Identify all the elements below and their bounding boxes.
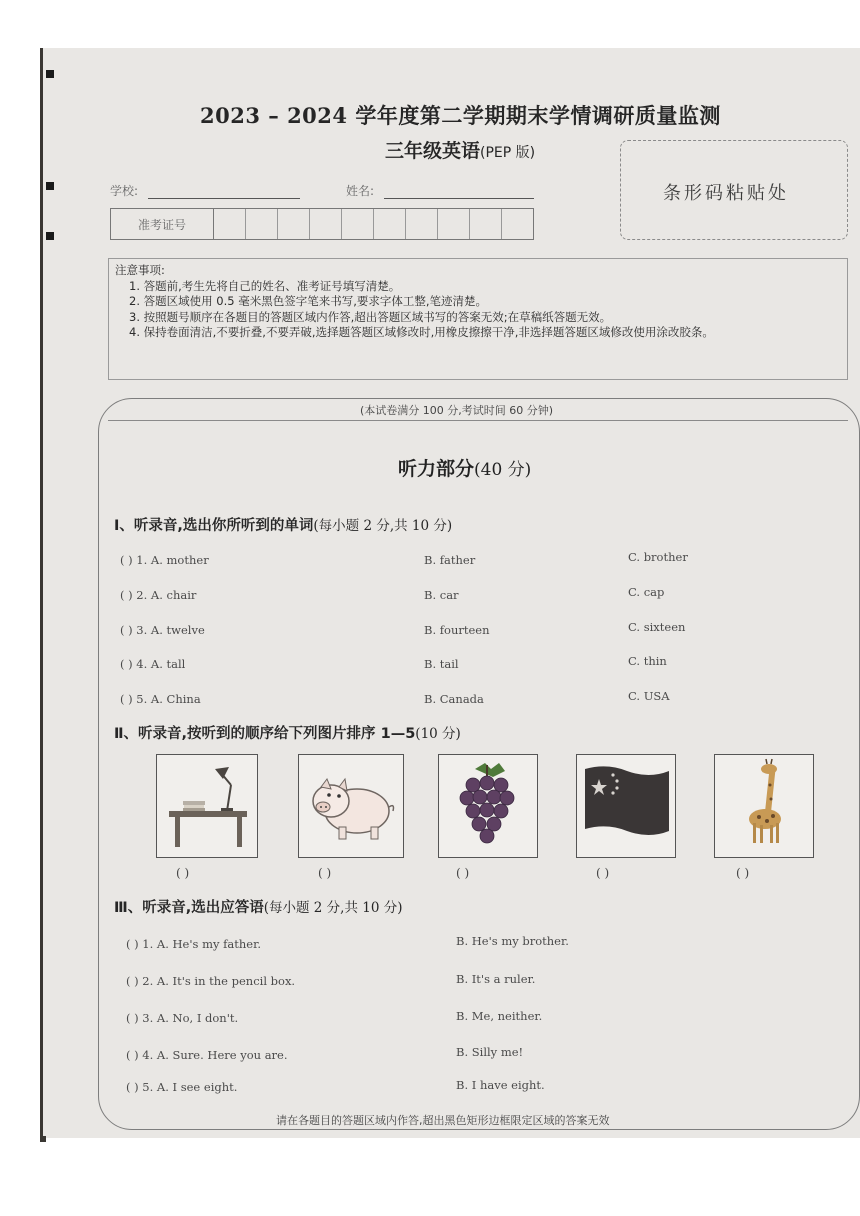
name-field[interactable] bbox=[384, 198, 534, 199]
exam-id-cell[interactable] bbox=[374, 209, 406, 239]
p1-q2-b[interactable]: B. car bbox=[424, 588, 459, 602]
p2-answer-5[interactable]: ( ) bbox=[736, 866, 750, 880]
part2-heading-text: Ⅱ、听录音,按听到的顺序给下列图片排序 1—5 bbox=[114, 726, 416, 742]
p1-q5-c[interactable]: C. USA bbox=[628, 689, 670, 703]
p2-answer-2[interactable]: ( ) bbox=[318, 866, 332, 880]
note-item: 1. 答题前,考生先将自己的姓名、准考证号填写清楚。 bbox=[129, 278, 401, 293]
barcode-label: 条形码粘贴处 bbox=[663, 183, 789, 204]
giraffe-picture bbox=[714, 754, 814, 858]
p1-q4-c[interactable]: C. thin bbox=[628, 654, 667, 668]
school-field[interactable] bbox=[148, 198, 300, 199]
exam-subtitle bbox=[385, 136, 535, 163]
p1-q5-a[interactable]: ( ) 5. A. China bbox=[120, 692, 201, 706]
note-item: 2. 答题区域使用 0.5 毫米黑色签字笔来书写,要求字体工整,笔迹清楚。 bbox=[129, 294, 488, 308]
p3-q4-a[interactable]: ( ) 4. A. Sure. Here you are. bbox=[126, 1048, 288, 1062]
exam-id-cell[interactable] bbox=[246, 209, 278, 239]
grapes-icon bbox=[439, 755, 537, 857]
part3-points: (每小题 2 分,共 10 分) bbox=[263, 900, 403, 916]
pig-picture bbox=[298, 754, 404, 858]
exam-id-cell[interactable] bbox=[438, 209, 470, 239]
name-label: 姓名: bbox=[346, 184, 375, 198]
p1-q3-c[interactable]: C. sixteen bbox=[628, 620, 686, 634]
p3-q5-a[interactable]: ( ) 5. A. I see eight. bbox=[126, 1080, 238, 1094]
p1-q2-c[interactable]: C. cap bbox=[628, 585, 665, 599]
listening-points: (40 分) bbox=[474, 460, 532, 480]
p2-answer-3[interactable]: ( ) bbox=[456, 866, 470, 880]
p3-q3-b[interactable]: B. Me, neither. bbox=[456, 1009, 543, 1023]
exam-id-cell[interactable] bbox=[214, 209, 246, 239]
p1-q5-b[interactable]: B. Canada bbox=[424, 692, 484, 706]
footer-note: 请在各题目的答题区域内作答,超出黑色矩形边框限定区域的答案无效 bbox=[276, 1114, 610, 1127]
p2-answer-1[interactable]: ( ) bbox=[176, 866, 190, 880]
notes-heading: 注意事项: bbox=[115, 263, 165, 277]
p3-q4-b[interactable]: B. Silly me! bbox=[456, 1045, 524, 1059]
note-item: 4. 保持卷面清洁,不要折叠,不要弄破,选择题答题区域修改时,用橡皮擦擦干净,非选择题答题区域修改使用涂改胶条。 bbox=[129, 325, 714, 339]
subtitle-edition: (PEP 版) bbox=[480, 145, 536, 161]
exam-id-cell[interactable] bbox=[278, 209, 310, 239]
p1-q3-a[interactable]: ( ) 3. A. twelve bbox=[120, 623, 205, 637]
notes-box bbox=[108, 258, 848, 380]
p1-q3-b[interactable]: B. fourteen bbox=[424, 623, 490, 637]
desk-lamp-picture bbox=[156, 754, 258, 858]
p2-answer-4[interactable]: ( ) bbox=[596, 866, 610, 880]
listening-title-text: 听力部分 bbox=[398, 458, 475, 480]
grapes-picture bbox=[438, 754, 538, 858]
exam-id-label: 准考证号 bbox=[111, 209, 214, 239]
p3-q5-b[interactable]: B. I have eight. bbox=[456, 1078, 545, 1092]
p1-q4-b[interactable]: B. tail bbox=[424, 657, 459, 671]
school-label: 学校: bbox=[110, 184, 139, 198]
part1-points: (每小题 2 分,共 10 分) bbox=[313, 518, 453, 534]
part2-points: (10 分) bbox=[415, 726, 461, 742]
pig-icon bbox=[299, 755, 403, 857]
exam-id-cell[interactable] bbox=[406, 209, 438, 239]
p1-q1-c[interactable]: C. brother bbox=[628, 550, 688, 564]
part3-heading bbox=[114, 896, 402, 917]
part2-heading bbox=[114, 722, 461, 743]
p1-q4-a[interactable]: ( ) 4. A. tall bbox=[120, 657, 186, 671]
barcode-area bbox=[620, 140, 848, 240]
exam-id-box bbox=[110, 208, 534, 240]
p1-q2-a[interactable]: ( ) 2. A. chair bbox=[120, 588, 197, 602]
note-item: 3. 按照题号顺序在各题目的答题区域内作答,超出答题区域书写的答案无效;在草稿纸答题无效。 bbox=[129, 309, 612, 324]
score-note: (本试卷满分 100 分,考试时间 60 分钟) bbox=[360, 404, 554, 417]
p3-q2-b[interactable]: B. It's a ruler. bbox=[456, 972, 536, 986]
p1-q1-a[interactable]: ( ) 1. A. mother bbox=[120, 553, 209, 567]
exam-id-cell[interactable] bbox=[470, 209, 502, 239]
p3-q3-a[interactable]: ( ) 3. A. No, I don't. bbox=[126, 1011, 239, 1025]
frame-divider bbox=[108, 420, 848, 423]
subtitle-main: 三年级英语 bbox=[385, 140, 481, 162]
part3-heading-text: Ⅲ、听录音,选出应答语 bbox=[114, 900, 264, 916]
alignment-mark bbox=[46, 70, 54, 78]
alignment-mark bbox=[46, 232, 54, 240]
exam-id-cell[interactable] bbox=[342, 209, 374, 239]
alignment-mark bbox=[46, 182, 54, 190]
paper-edge bbox=[40, 1136, 46, 1142]
exam-title: 2023 – 2024 学年度第二学期期末学情调研质量监测 bbox=[200, 103, 721, 128]
china-flag-icon bbox=[577, 755, 675, 857]
p3-q1-a[interactable]: ( ) 1. A. He's my father. bbox=[126, 937, 261, 951]
part1-heading bbox=[114, 514, 452, 535]
p3-q1-b[interactable]: B. He's my brother. bbox=[456, 934, 569, 948]
giraffe-icon bbox=[715, 755, 813, 857]
listening-title bbox=[398, 454, 531, 481]
exam-id-cell[interactable] bbox=[502, 209, 533, 239]
desk-lamp-icon bbox=[157, 755, 257, 857]
part1-heading-text: Ⅰ、听录音,选出你所听到的单词 bbox=[114, 518, 314, 534]
p1-q1-b[interactable]: B. father bbox=[424, 553, 476, 567]
exam-id-cell[interactable] bbox=[310, 209, 342, 239]
p3-q2-a[interactable]: ( ) 2. A. It's in the pencil box. bbox=[126, 974, 296, 988]
china-flag-picture bbox=[576, 754, 676, 858]
